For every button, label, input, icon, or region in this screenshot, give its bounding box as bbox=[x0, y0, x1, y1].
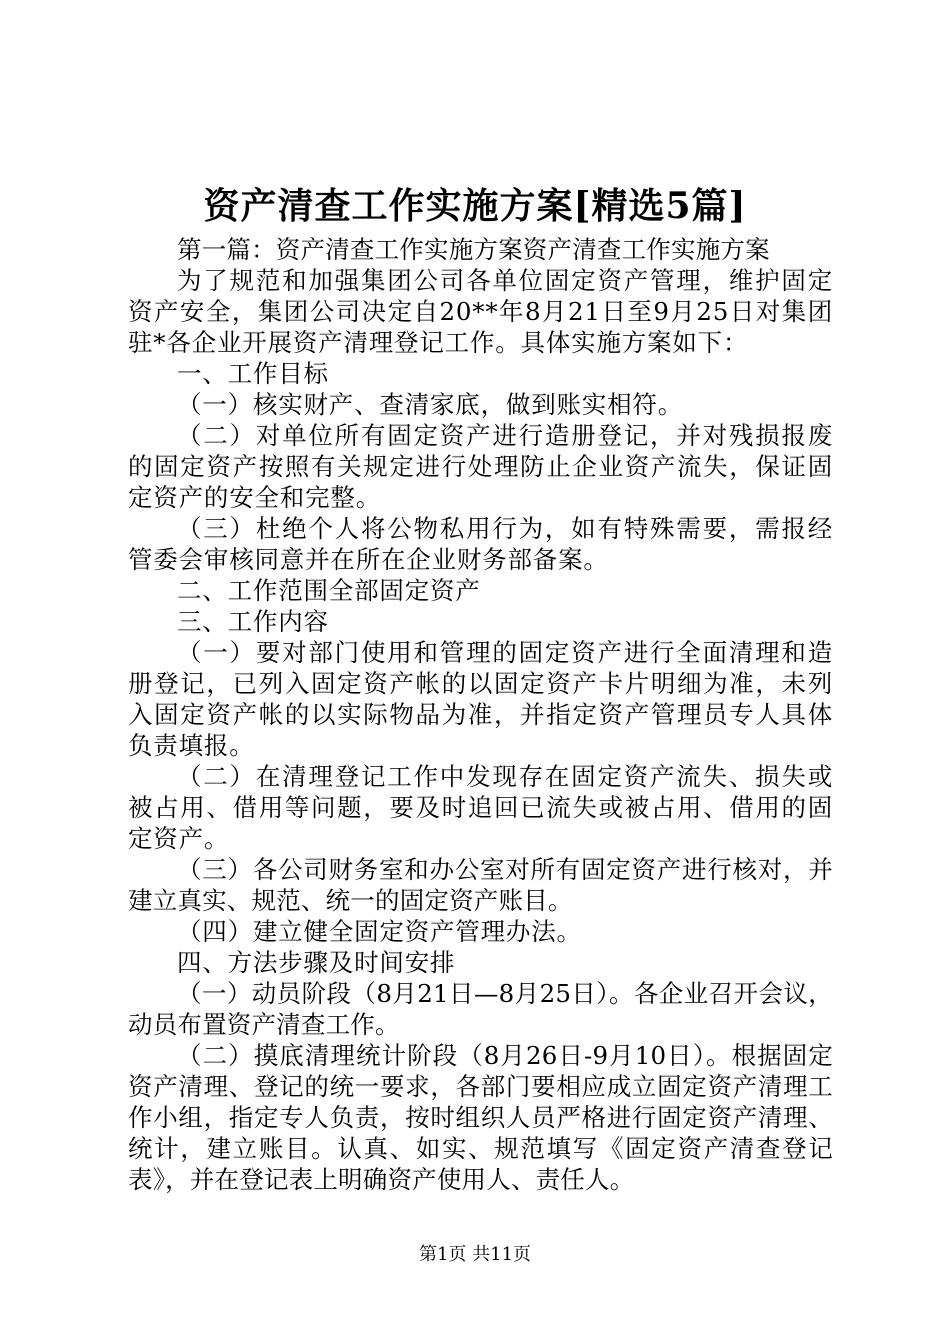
paragraph-item: （四）建立健全固定资产管理办法。 bbox=[177, 917, 582, 946]
paragraph-item: （一）要对部门使用和管理的固定资产进行全面清理和造册登记，已列入固定资产帐的以固定资产卡片明细为准，未列入固定资产帐的以实际物品为准，并指定资产管理员专人具体负责填报。 bbox=[128, 638, 833, 760]
paragraph-item: （二）摸底清理统计阶段（8月26日-9月10日）。根据固定资产清理、登记的统一要求，各部门要相应成立固定资产清理工作小组，指定专人负责，按时组织人员严格进行固定资产清理、统计，建立账目。认真、如实、规范填写《固定资产清查登记表》，并在登记表上明确资产使用人、责任人。 bbox=[128, 1041, 833, 1194]
paragraph-item: （二）对单位所有固定资产进行造册登记，并对残损报废的固定资产按照有关规定进行处理防止企业资产流失，保证固定资产的安全和完整。 bbox=[128, 421, 833, 512]
paragraph-intro: 为了规范和加强集团公司各单位固定资产管理，维护固定资产安全，集团公司决定自20**年8月21日至9月25日对集团驻*各企业开展资产清理登记工作。具体实施方案如下： bbox=[128, 266, 833, 357]
paragraph-section-2-heading: 二、工作范围全部固定资产 bbox=[177, 576, 481, 605]
paragraph-item: （三）杜绝个人将公物私用行为，如有特殊需要，需报经管委会审核同意并在所在企业财务部备案。 bbox=[128, 514, 833, 574]
paragraph-section-1-heading: 一、工作目标 bbox=[177, 359, 329, 388]
page-footer: 第1页 共11页 bbox=[418, 1244, 532, 1265]
paragraph-item: （三）各公司财务室和办公室对所有固定资产进行核对，并建立真实、规范、统一的固定资产账目。 bbox=[128, 855, 833, 915]
document-body bbox=[128, 234, 833, 1195]
paragraph-item: （一）动员阶段（8月21日—8月25日）。各企业召开会议，动员布置资产清查工作。 bbox=[128, 979, 833, 1039]
paragraph-item: （二）在清理登记工作中发现存在固定资产流失、损失或被占用、借用等问题，要及时追回已流失或被占用、借用的固定资产。 bbox=[128, 762, 833, 853]
paragraph-item: （一）核实财产、查清家底，做到账实相符。 bbox=[177, 390, 683, 419]
document-title: 资产清查工作实施方案[精选5篇] bbox=[203, 185, 747, 227]
paragraph-section-3-heading: 三、工作内容 bbox=[177, 607, 329, 636]
paragraph-chapter-heading: 第一篇：资产清查工作实施方案资产清查工作实施方案 bbox=[177, 235, 770, 264]
paragraph-section-4-heading: 四、方法步骤及时间安排 bbox=[177, 948, 456, 977]
